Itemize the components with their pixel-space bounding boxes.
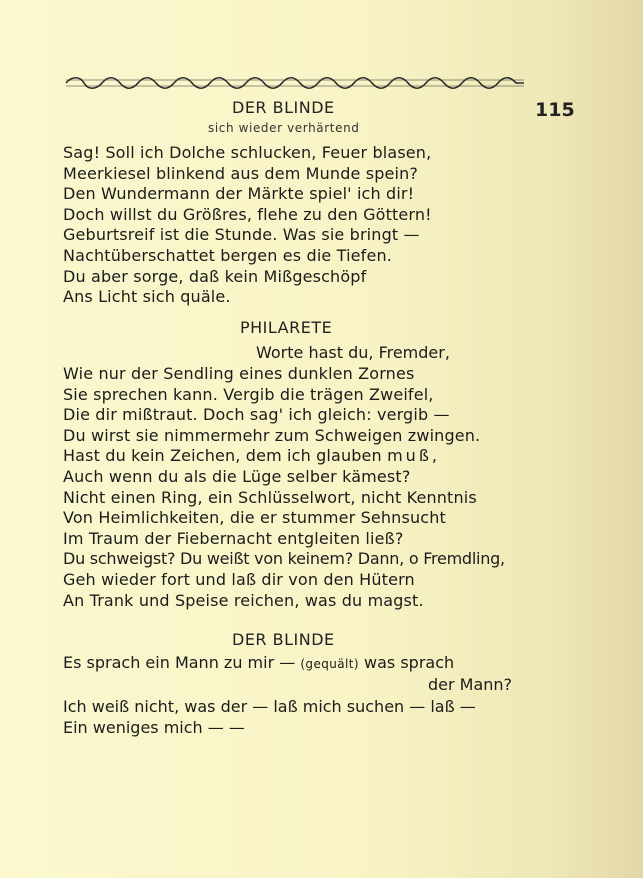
verse-line: Ans Licht sich quäle. — [63, 287, 231, 307]
verse-line: Doch willst du Größres, flehe zu den Göttern! — [63, 204, 432, 224]
verse-line: Sag! Soll ich Dolche schlucken, Feuer blasen, — [63, 143, 432, 162]
verse-line: Geburtsreif ist die Stunde. Was sie bringt — — [63, 225, 420, 245]
verse-line — [63, 653, 454, 672]
verse-line: Wie nur der Sendling eines dunklen Zornes — [63, 364, 415, 383]
verse-line: Nicht einen Ring, ein Schlüsselwort, nicht Kenntnis — [63, 487, 477, 507]
speaker-philarete: PHILARETE — [240, 318, 333, 337]
speaker-der-blinde-1: DER BLINDE — [232, 98, 335, 117]
page-number: 115 — [535, 99, 575, 121]
emphasized-word: muß, — [387, 446, 440, 466]
verse-line: Nachtüberschattet bergen es die Tiefen. — [63, 245, 392, 265]
verse-line: Meerkiesel blinkend aus dem Munde spein? — [63, 163, 419, 183]
verse-line: Auch wenn du als die Lüge selber kämest? — [63, 466, 411, 486]
verse-line: Du aber sorge, daß kein Mißgeschöpf — [63, 266, 367, 286]
verse-line: Du wirst sie nimmermehr zum Schweigen zwingen. — [63, 425, 481, 445]
verse-line: Die dir mißtraut. Doch sag' ich gleich: vergib — — [63, 405, 450, 425]
verse-line: Im Traum der Fiebernacht entgleiten ließ? — [63, 528, 404, 548]
verse-line: An Trank und Speise reichen, was du magst. — [63, 590, 424, 610]
verse-block-1 — [63, 143, 432, 308]
verse-line: Du schweigst? Du weißt von keinem? Dann, o Fremdling, — [63, 549, 505, 569]
speaker-der-blinde-2: DER BLINDE — [232, 630, 335, 649]
verse-line: Den Wundermann der Märkte spiel' ich dir! — [63, 184, 415, 204]
verse-line — [63, 446, 505, 467]
verse-line: Geh wieder fort und laß dir von den Hütern — [63, 569, 415, 589]
decorative-wave-border-icon — [64, 76, 526, 90]
verse-text: Hast du kein Zeichen, dem ich glauben — [63, 446, 388, 466]
stage-direction-1: sich wieder verhärtend — [208, 121, 360, 135]
verse-text: Es sprach ein Mann zu mir — — [63, 653, 296, 672]
verse-line: Sie sprechen kann. Vergib die trägen Zweifel, — [63, 384, 434, 404]
verse-line-continuation: der Mann? — [428, 675, 513, 694]
verse-line-indented: Worte hast du, Fremder, — [256, 343, 450, 362]
verse-line: Ich weiß nicht, was der — laß mich suchen — laß — — [63, 697, 476, 716]
verse-line: Ein weniges mich — — — [63, 718, 245, 737]
verse-text: was sprach — [364, 653, 455, 672]
stage-direction-inline: (gequält) — [300, 657, 359, 671]
verse-line: Von Heimlichkeiten, die er stummer Sehnsucht — [63, 508, 446, 528]
verse-block-2 — [63, 364, 505, 611]
